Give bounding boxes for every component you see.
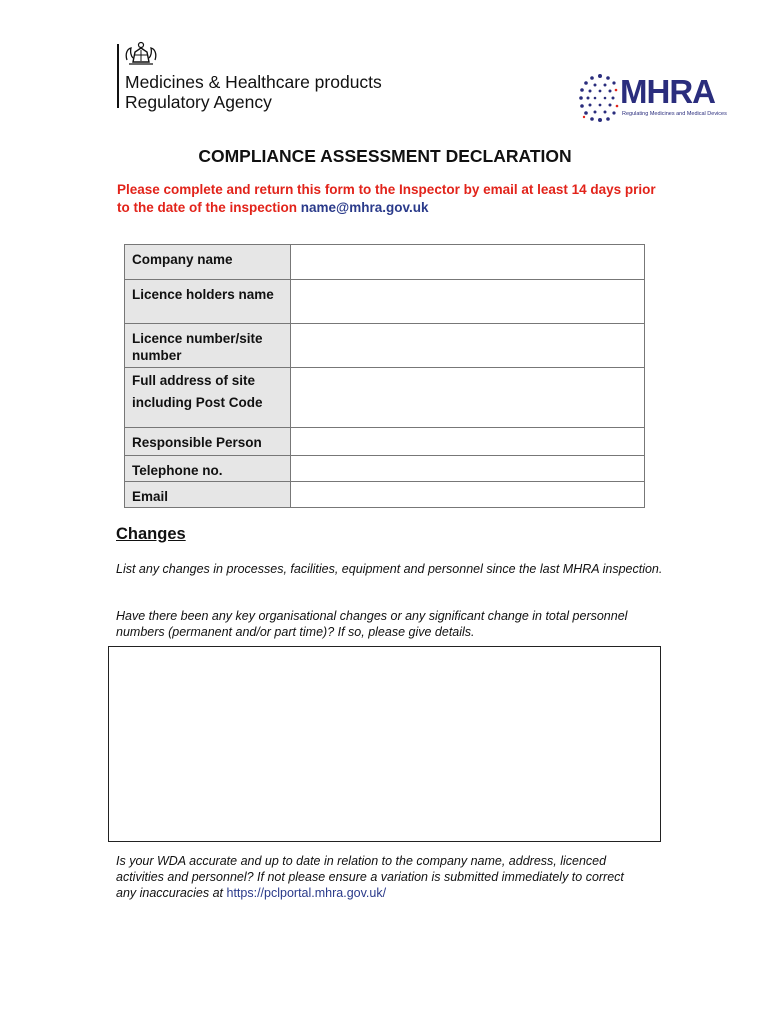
changes-heading: Changes [116, 525, 186, 543]
table-row [125, 428, 645, 456]
agency-name-line2: Regulatory Agency [125, 92, 272, 112]
row-label: Email [125, 482, 291, 508]
row-label: Telephone no. [125, 456, 291, 482]
mhra-dot-logo-icon [578, 72, 622, 124]
site-address-field[interactable] [291, 368, 645, 428]
royal-crest-icon [121, 40, 161, 66]
mhra-tagline: Regulating Medicines and Medical Devices [622, 111, 727, 117]
changes-details-textarea[interactable] [108, 646, 661, 842]
row-label [125, 368, 291, 428]
table-row [125, 280, 645, 324]
wda-note [116, 853, 636, 901]
licence-holders-name-field[interactable] [291, 280, 645, 324]
telephone-field[interactable] [291, 456, 645, 482]
agency-name [125, 72, 382, 112]
table-row [125, 245, 645, 280]
mhra-wordmark: MHRA [620, 73, 715, 110]
row-label: Company name [125, 245, 291, 280]
inspector-email-link[interactable]: name@mhra.gov.uk [300, 200, 429, 215]
company-details-table [124, 244, 645, 508]
page-title: COMPLIANCE ASSESSMENT DECLARATION [198, 146, 572, 166]
row-label: Licence number/site number [125, 324, 291, 368]
changes-intro: List any changes in processes, facilities, equipment and personnel since the last MHRA inspection. [116, 562, 663, 576]
mhra-logo [578, 72, 727, 124]
table-row [125, 324, 645, 368]
portal-link[interactable]: https://pclportal.mhra.gov.uk/ [226, 886, 387, 900]
responsible-person-field[interactable] [291, 428, 645, 456]
row-label: Licence holders name [125, 280, 291, 324]
licence-number-field[interactable] [291, 324, 645, 368]
email-field[interactable] [291, 482, 645, 508]
header-rule [117, 44, 119, 108]
table-row [125, 482, 645, 508]
instructions-text: Please complete and return this form to the Inspector by email at least 14 days prior to the date of the inspection [117, 182, 656, 215]
company-name-field[interactable] [291, 245, 645, 280]
instructions [117, 181, 657, 217]
wda-note-text: Is your WDA accurate and up to date in relation to the company name, address, licenced activities and personnel? If not please ensure a variation is submitted immediately to correct any inaccuracies at [116, 854, 624, 900]
row-label-line2: including Post Code [132, 395, 263, 410]
table-row [125, 456, 645, 482]
table-row [125, 368, 645, 428]
row-label-line1: Full address of site [132, 373, 256, 388]
row-label: Responsible Person [125, 428, 291, 456]
agency-name-line1: Medicines & Healthcare products [125, 72, 382, 92]
changes-question: Have there been any key organisational changes or any significant change in total personnel numbers (permanent and/or part time)? If so, please give details. [116, 609, 628, 639]
